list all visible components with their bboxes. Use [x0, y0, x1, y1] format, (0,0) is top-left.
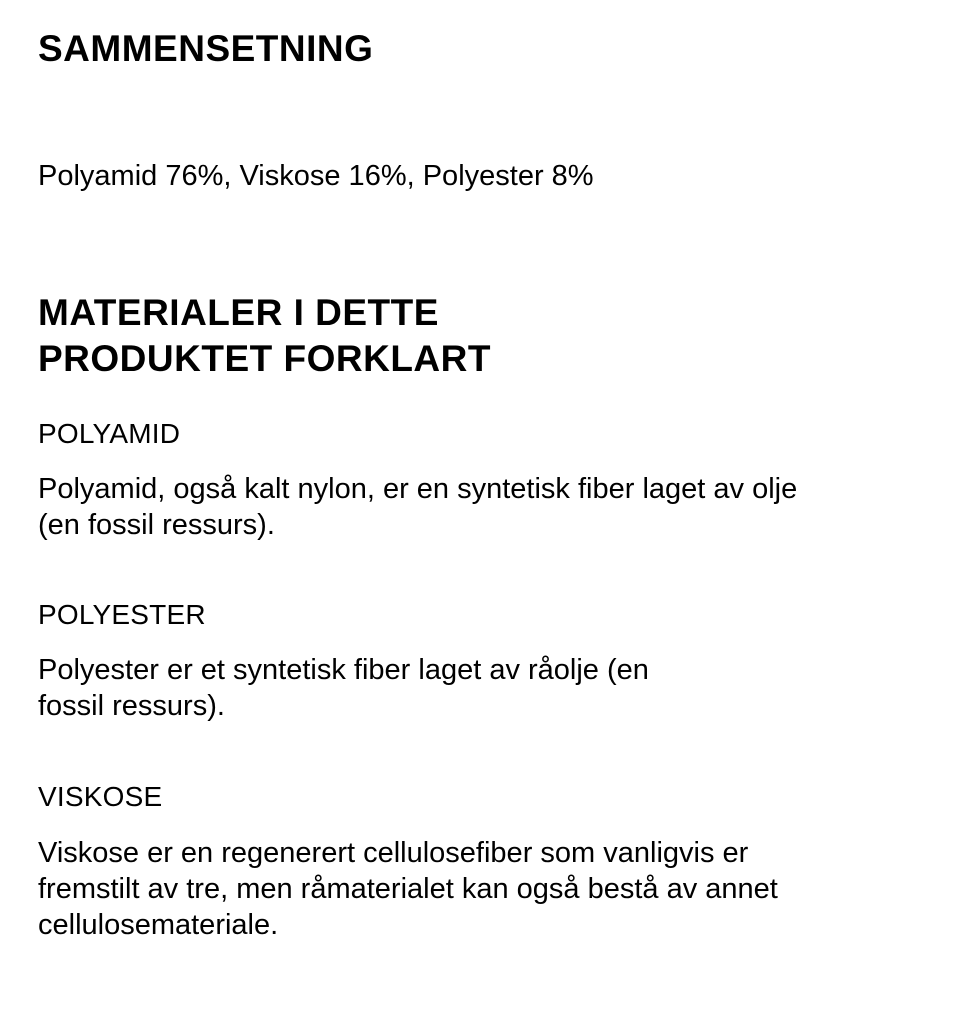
description-line: Polyester er et syntetisk fiber laget av råolje (en: [38, 654, 649, 686]
composition-heading: SAMMENSETNING: [38, 28, 374, 69]
material-description-polyester: [38, 652, 918, 724]
material-name-polyamid: POLYAMID: [38, 418, 181, 449]
materials-heading-line-2: PRODUKTET FORKLART: [38, 338, 491, 379]
composition-text: Polyamid 76%, Viskose 16%, Polyester 8%: [38, 160, 594, 192]
description-line: Polyamid, også kalt nylon, er en syntetisk fiber laget av olje: [38, 473, 798, 505]
material-description-viskose: [38, 835, 918, 943]
material-name-viskose: VISKOSE: [38, 781, 163, 812]
description-line: (en fossil ressurs).: [38, 509, 275, 541]
material-description-polyamid: [38, 471, 918, 543]
description-line: Viskose er en regenerert cellulosefiber som vanligvis er: [38, 837, 749, 869]
materials-heading: [38, 290, 491, 382]
materials-heading-line-1: MATERIALER I DETTE: [38, 292, 439, 333]
description-line: fossil ressurs).: [38, 690, 225, 722]
description-line: fremstilt av tre, men råmaterialet kan også bestå av annet: [38, 873, 778, 905]
material-name-polyester: POLYESTER: [38, 599, 206, 630]
description-line: cellulosemateriale.: [38, 909, 279, 941]
